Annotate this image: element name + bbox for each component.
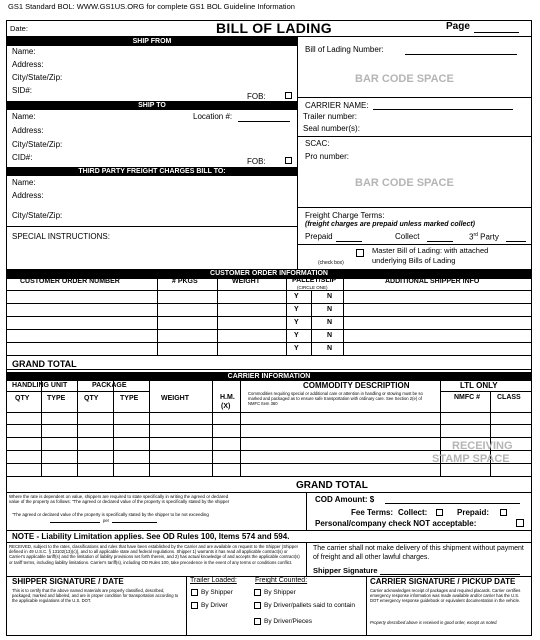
fc-driver-pieces-label: By Driver/Pieces [264,618,313,625]
table-rule [6,303,532,304]
col-pkgs: # PKGS [172,278,198,285]
shipper-signature-label: Shipper Signature [313,566,378,575]
col-customer-order: CUSTOMER ORDER NUMBER [20,278,120,285]
ship-to-cid-label: CID#: [12,153,33,162]
freight-counted-label: Freight Counted: [255,577,308,584]
pkg-type-header: TYPE [120,395,139,402]
divider [186,576,187,636]
ltl-only-header: LTL ONLY [460,381,498,390]
page-field[interactable] [474,32,519,33]
collect-field[interactable] [427,241,453,242]
carrier-acknowledgement-text: Carrier acknowledges receipt of packages and required placards. Carrier certifies emergency response information was made available and/or carrier has the U.S. DOT emergency response guidebook or equivalent documentation in the vehicle. [370,588,521,603]
carrier-signature-date-title: CARRIER SIGNATURE / PICKUP DATE [370,577,516,586]
fee-collect-label: Collect: [398,508,428,517]
weight-header: WEIGHT [161,395,189,402]
receiving-stamp-1: RECEIVING [452,440,513,452]
table-rule [6,290,532,291]
pallet-yes-option[interactable]: Y [294,345,299,352]
fc-driver-pieces-checkbox[interactable] [254,618,261,625]
bol-number-field[interactable] [405,54,517,55]
date-label: Date: [10,24,28,33]
pallet-no-option[interactable]: N [327,332,333,339]
carrier-grand-total-label: GRAND TOTAL [296,480,368,491]
column-divider [297,36,298,269]
hu-type-header: TYPE [47,395,66,402]
ship-from-fob-label: FOB: [247,92,266,101]
table-rule [6,329,532,330]
ship-from-address-label: Address: [12,60,44,69]
cod-amount-label: COD Amount: $ [315,495,375,504]
master-bol-checkbox[interactable] [356,249,364,257]
divider [6,492,532,493]
third-party-header: THIRD PARTY FREIGHT CHARGES BILL TO: [7,167,297,176]
bar-code-space-1: BAR CODE SPACE [355,73,454,85]
value-field[interactable] [50,522,100,523]
ship-to-location-field[interactable] [238,121,290,122]
table-rule [6,355,532,356]
grand-total-label: GRAND TOTAL [12,359,77,369]
shipper-signature-date-title: SHIPPER SIGNATURE / DATE [12,577,124,586]
table-rule [6,412,532,413]
third-party-city-label: City/State/Zip: [12,211,63,220]
freight-terms-note: (freight charges are prepaid unless marked collect) [305,221,476,228]
divider [297,207,532,208]
carrier-name-field[interactable] [373,109,513,110]
table-rule [6,278,532,279]
third-party-field[interactable] [506,241,526,242]
page-label: Page [446,21,470,32]
pallet-no-option[interactable]: N [327,293,333,300]
fc-driver-pallets-checkbox[interactable] [254,602,261,609]
ship-from-header: SHIP FROM [7,37,297,46]
hu-qty-header: QTY [15,395,30,402]
received-text: RECEIVED, subject to the rates, classifications and rules that have been established by the Carrier and are available on request to the Shipper (Shipper defined in 49 U.S.C. § 13102(13)(c)), and to all applicable state and federal regulations. Shipper 1) warrants it has read all applicable contract(s) or Carrier's applicable tariff(s) and the limitation of liability provisions set forth therein, and 2) has actual knowledge of and accepts the applicable contract(s) or tariff terms, including liability limitations. Carrier's tariff(s), including OD Rules 100, take precedence in the event of any terms or conditions conflict. [9,544,300,565]
ship-to-address-label: Address: [12,126,44,135]
col-weight: WEIGHT [232,278,260,285]
ship-to-fob-checkbox[interactable] [285,157,292,164]
fc-driver-pallets-label: By Driver/pallets said to contain [264,602,356,609]
shipper-signature-field[interactable] [380,574,520,575]
prepaid-label: Prepaid [305,232,333,241]
fee-prepaid-label: Prepaid: [457,508,490,517]
pkg-qty-header: QTY [84,395,99,402]
table-rule [6,342,532,343]
bar-code-space-2: BAR CODE SPACE [355,177,454,189]
freight-terms-label: Freight Charge Terms: [305,211,385,220]
table-rule [149,381,150,476]
gs1-info-line: GS1 Standard BOL: WWW.GS1US.ORG for complete GS1 BOL Guideline Information [8,2,295,11]
customer-order-header: CUSTOMER ORDER INFORMATION [6,269,532,278]
third-party-name-label: Name: [12,178,36,187]
by-shipper-checkbox[interactable] [191,589,198,596]
divider [366,576,367,636]
table-rule [286,278,287,355]
table-rule [157,278,158,355]
table-rule [6,369,532,370]
ship-from-city-label: City/State/Zip: [12,73,63,82]
personal-check-checkbox[interactable] [516,519,524,527]
shipper-certification-text: This is to certify that the above named materials are properly classified, described, packaged, marked and labeled, and are in proper condition for transportation according to the applicable regulations of the U.S. DOT. [12,588,179,603]
trailer-loaded-label: Trailer Loaded: [190,577,237,584]
value-note-3: "The agreed or declared value of the property is specifically stated by the shipper to be not exceeding [12,512,209,517]
fc-shipper-checkbox[interactable] [254,589,261,596]
class-header: CLASS [497,394,521,401]
pallet-yes-option[interactable]: Y [294,293,299,300]
divider [6,530,532,531]
ship-to-city-label: City/State/Zip: [12,140,63,149]
fee-collect-checkbox[interactable] [436,509,443,516]
fee-prepaid-checkbox[interactable] [500,509,507,516]
divider [306,542,307,576]
master-bol-label-2: underlying Bills of Lading [372,256,456,265]
collect-label: Collect [395,232,420,241]
ship-to-header: SHIP TO [7,101,297,110]
hm-header: H.M. [220,394,235,401]
check-box-note: (check box) [318,260,344,266]
col-pallet-slip: PALLET/SLIP [292,277,337,284]
ship-from-sid-label: SID#: [12,86,33,95]
table-rule [6,316,532,317]
by-driver-checkbox[interactable] [191,602,198,609]
pallet-no-option[interactable]: N [327,306,333,313]
value-per-label: per [103,518,110,523]
bol-number-label: Bill of Lading Number: [305,45,384,54]
pro-number-label: Pro number: [305,152,350,161]
table-rule [217,278,218,355]
master-bol-label-1: Master Bill of Lading: with attached [372,246,489,255]
pallet-no-option[interactable]: N [327,319,333,326]
value-note-1: Where the rate is dependent on value, shippers are required to state specifically in writing the agreed or declared [9,494,229,499]
table-rule [6,424,532,425]
table-rule [240,381,241,476]
divider [297,244,532,245]
by-driver-label: By Driver [201,602,228,609]
cod-amount-field[interactable] [385,503,520,504]
carrier-name-label: CARRIER NAME: [305,101,369,110]
pallet-yes-option[interactable]: Y [294,319,299,326]
scac-label: SCAC: [305,139,330,148]
commodity-note: Commodities requiring special or additional care or attention in handling or stowing must be so marked and packaged as to ensure safe transportation with ordinary care. See Section 2(e) of NMFC Item 360 [248,391,423,406]
table-rule [343,278,344,355]
col-circle-one: (CIRCLE ONE) [297,285,328,290]
ship-from-fob-checkbox[interactable] [285,92,292,99]
table-rule [113,381,114,476]
table-rule [6,476,532,477]
carrier-no-delivery-text: The carrier shall not make delivery of this shipment without payment of freight and all other lawful charges. [313,545,524,561]
personal-check-label: Personal/company check NOT acceptable: [315,519,477,528]
divider [297,136,532,137]
trailer-number-label: Trailer number: [303,112,357,121]
table-rule [311,290,312,355]
value-per-field[interactable] [112,522,157,523]
value-note-2: value of the property as follows: "The agreed or declared value of the property is specifically stated by the shipper [9,499,230,504]
hm-x-header: (X) [221,403,231,410]
divider [6,542,532,543]
pallet-yes-option[interactable]: Y [294,332,299,339]
table-rule [41,381,42,476]
receiving-stamp-2: STAMP SPACE [432,453,510,465]
handling-unit-header: HANDLING UNIT [12,382,68,389]
ship-to-location-label: Location #: [193,112,233,121]
third-party-label: 3rd Party [469,232,499,242]
divider [6,226,297,227]
pallet-yes-option[interactable]: Y [294,306,299,313]
nmfc-header: NMFC # [454,394,481,401]
by-shipper-label: By Shipper [201,589,233,596]
ship-from-name-label: Name: [12,47,36,56]
package-header: PACKAGE [92,382,127,389]
special-instructions-label: SPECIAL INSTRUCTIONS: [12,232,110,241]
col-additional-info: ADDITIONAL SHIPPER INFO [385,278,480,285]
ship-to-fob-label: FOB: [247,157,266,166]
page-title: BILL OF LADING [216,20,332,36]
prepaid-field[interactable] [336,241,362,242]
third-party-address-label: Address: [12,191,44,200]
commodity-header: COMMODITY DESCRIPTION [303,381,410,390]
carrier-received-note: Property described above is received in good order, except as noted. [370,620,498,625]
pallet-no-option[interactable]: N [327,345,333,352]
fee-terms-label: Fee Terms: [351,508,394,517]
liability-note: NOTE - Liability Limitation applies. See OD Rules 100, Items 574 and 594. [12,532,290,541]
table-rule [77,381,78,476]
table-rule [212,381,213,476]
divider [297,97,532,98]
fc-shipper-label: By Shipper [264,589,296,596]
ship-to-name-label: Name: [12,112,36,121]
table-rule [6,437,532,438]
divider [306,492,307,530]
carrier-info-header: CARRIER INFORMATION [6,372,532,381]
table-rule [440,391,532,392]
seal-number-label: Seal number(s): [303,124,360,133]
